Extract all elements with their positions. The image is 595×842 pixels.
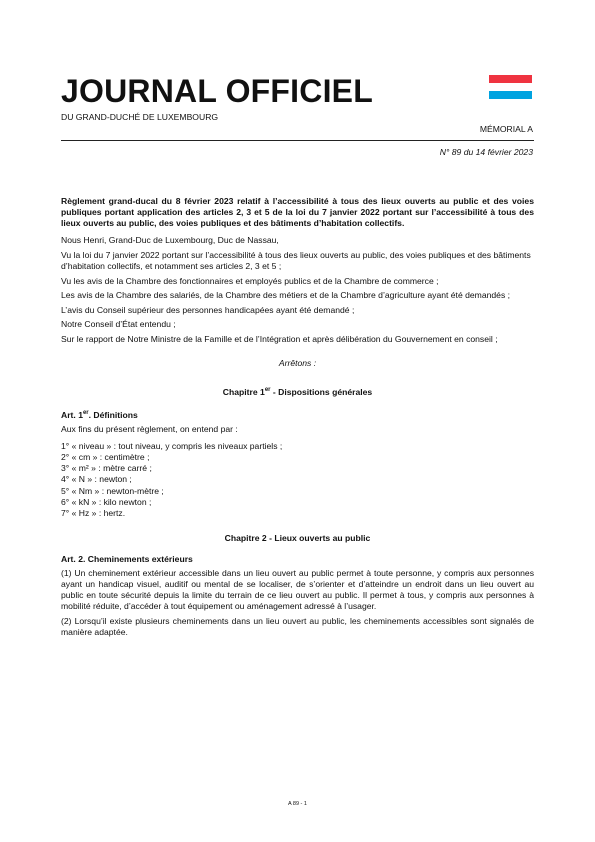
preamble-line: Sur le rapport de Notre Ministre de la Famille et de l’Intégration et après délibération du Gouvernement en conseil ; (61, 333, 498, 344)
article-1-suffix: . Définitions (88, 409, 138, 420)
arretons: Arrêtons : (278, 358, 317, 369)
chapter-1-heading (61, 385, 534, 398)
preamble-line: Vu la loi du 7 janvier 2022 portant sur l’accessibilité à tous des lieux ouverts au public, des voies publiques et des bâtiments d’habitation collectifs, et notamment ses articles 2, 3 et 5 ; (61, 249, 531, 271)
preamble-line: Notre Conseil d’État entendu ; (61, 319, 176, 330)
definition-item: 3° « m² » : mètre carré ; (61, 463, 152, 474)
definition-item: 4° « N » : newton ; (61, 474, 132, 485)
preamble-line: L’avis du Conseil supérieur des personnes handicapées ayant été demandé ; (61, 304, 355, 315)
preamble-line: Les avis de la Chambre des salariés, de la Chambre des métiers et de la Chambre d’agriculture ayant été demandés ; (61, 290, 511, 301)
preamble-line: Vu les avis de la Chambre des fonctionnaires et employés publics et de la Chambre de commerce ; (61, 275, 439, 286)
memorial-label: MÉMORIAL A (479, 124, 533, 134)
definition-item: 2° « cm » : centimètre ; (61, 452, 150, 463)
issue-number: N° 89 du 14 février 2023 (439, 147, 533, 157)
definitions-list (61, 441, 534, 519)
header-rule (61, 140, 534, 141)
flag-stripe-red (489, 75, 532, 83)
preamble-line: Nous Henri, Grand-Duc de Luxembourg, Duc de Nassau, (61, 235, 279, 246)
article-2-paragraph: (1) Un cheminement extérieur accessible dans un lieu ouvert au public permet à toute personne, y compris aux personnes ayant un handicap visuel, auditif ou mental de se localiser, de s’orienter et d’atteindre un endroit dans un lieu ouvert au public en toute sécurité depuis la limite du terrain de ce lieu ouvert au public. Il permet à tous, y compris aux personnes à mobilité réduite, d’accéder à tout équipement ou aménagement adressé à l’usager. (61, 567, 534, 612)
chapter-1-prefix: Chapitre 1 (222, 386, 265, 397)
definition-item: 7° « Hz » : hertz. (61, 507, 126, 518)
chapter-1-suffix: - Dispositions générales (270, 386, 373, 397)
journal-subtitle: DU GRAND-DUCHÉ DE LUXEMBOURG (61, 112, 219, 122)
document-content (61, 196, 534, 642)
page-footer: A 89 - 1 (288, 801, 307, 807)
flag-stripe-white (489, 83, 532, 91)
article-2-heading: Art. 2. Cheminements extérieurs (61, 553, 193, 564)
regulation-title: Règlement grand-ducal du 8 février 2023 relatif à l’accessibilité à tous des lieux ouverts au public et des voies publiques portant application des articles 2, 3 et 5 de la loi du 7 janvier 2022 portant sur l’accessibilité à tous des lieux ouverts au public, des voies publiques et des bâtiments d’habitation collectifs. (61, 196, 534, 229)
luxembourg-flag-icon (489, 75, 532, 99)
chapter-1-sup: er (264, 387, 271, 394)
definition-item: 1° « niveau » : tout niveau, y compris les niveaux partiels ; (61, 441, 283, 452)
definition-item: 6° « kN » : kilo newton ; (61, 496, 152, 507)
journal-title: JOURNAL OFFICIEL (61, 73, 373, 109)
article-1-heading (61, 408, 534, 421)
article-1-prefix: Art. 1 (61, 409, 83, 420)
chapter-2-heading: Chapitre 2 - Lieux ouverts au public (224, 532, 371, 543)
article-1-sup: er (82, 410, 89, 417)
article-2-paragraph: (2) Lorsqu’il existe plusieurs cheminements dans un lieu ouvert au public, les cheminements accessibles sont signalés de manière adaptée. (61, 615, 534, 637)
flag-stripe-blue (489, 91, 532, 99)
article-1-intro: Aux fins du présent règlement, on entend par : (61, 424, 238, 435)
definition-item: 5° « Nm » : newton-mètre ; (61, 485, 164, 496)
